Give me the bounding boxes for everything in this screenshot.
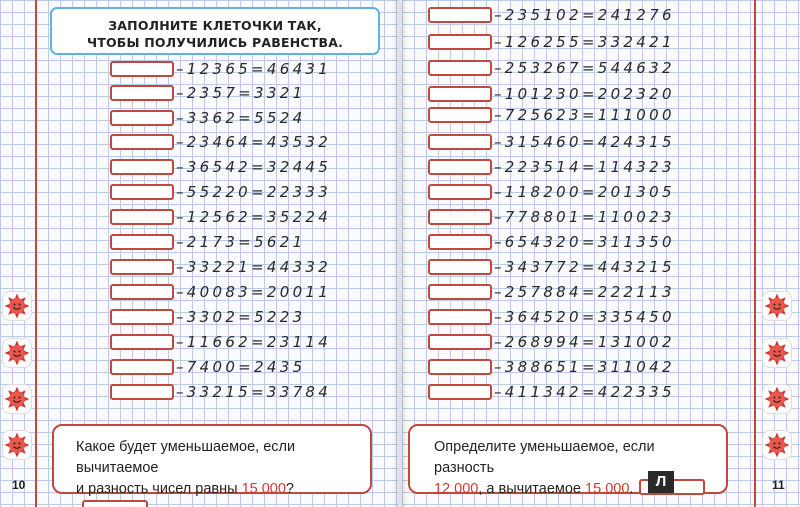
equation-row xyxy=(110,309,305,325)
equation-row xyxy=(428,209,675,225)
equation-row xyxy=(428,334,675,350)
answer-box[interactable] xyxy=(110,159,174,175)
equation-text: –12365=46431 xyxy=(176,60,332,78)
equation-text: –7400=2435 xyxy=(176,358,306,376)
answer-box[interactable] xyxy=(110,110,174,126)
answer-box[interactable] xyxy=(428,86,492,102)
answer-box[interactable] xyxy=(428,60,492,76)
equation-row xyxy=(110,209,331,225)
equation-row xyxy=(428,34,675,50)
task-text: . xyxy=(629,481,634,497)
equation-row xyxy=(428,234,675,250)
answer-box[interactable] xyxy=(110,359,174,375)
task-text: , а вычитаемое xyxy=(478,481,586,497)
answer-box[interactable] xyxy=(428,359,492,375)
equation-text: –118200=201305 xyxy=(494,183,675,201)
equation-text: –253267=544632 xyxy=(494,59,675,77)
title-line-2: ЧТОБЫ ПОЛУЧИЛИСЬ РАВЕНСТВА. xyxy=(86,35,344,50)
equation-text: –55220=22333 xyxy=(176,183,332,201)
equation-row xyxy=(110,159,331,175)
equation-text: –2173=5621 xyxy=(176,233,306,251)
sun-icon xyxy=(2,384,32,414)
task-number: 15 000 xyxy=(241,481,286,497)
equation-text: –36542=32445 xyxy=(176,158,332,176)
equation-text: –235102=241276 xyxy=(494,6,675,24)
answer-box[interactable] xyxy=(110,184,174,200)
equation-row xyxy=(428,309,675,325)
equation-text: –364520=335450 xyxy=(494,308,675,326)
publisher-logo: Л xyxy=(648,471,674,493)
equation-row xyxy=(428,259,675,275)
equation-text: –33221=44332 xyxy=(176,258,332,276)
equation-row xyxy=(428,359,675,375)
equation-text: –11662=23114 xyxy=(176,333,332,351)
equation-row xyxy=(110,284,331,300)
equation-text: –725623=111000 xyxy=(494,106,675,124)
answer-box[interactable] xyxy=(110,85,174,101)
task-number: 12 000 xyxy=(434,481,479,497)
sun-icon xyxy=(762,338,792,368)
task-number: 15 000 xyxy=(585,481,630,497)
equation-row xyxy=(110,334,331,350)
task-text: и разность чисел равны xyxy=(76,481,242,497)
equation-row xyxy=(428,60,675,76)
answer-box[interactable] xyxy=(428,34,492,50)
equation-row xyxy=(110,134,331,150)
equation-text: –23464=43532 xyxy=(176,133,332,151)
answer-box[interactable] xyxy=(428,334,492,350)
answer-box[interactable] xyxy=(428,284,492,300)
answer-box[interactable] xyxy=(110,61,174,77)
equation-row xyxy=(428,107,675,123)
right-margin-line xyxy=(754,0,756,507)
equation-text: –126255=332421 xyxy=(494,33,675,51)
equation-text: –654320=311350 xyxy=(494,233,675,251)
page-number: 10 xyxy=(12,478,26,492)
task-line-1: Определите уменьшаемое, если разность xyxy=(434,439,655,476)
sun-icon xyxy=(2,338,32,368)
sun-icon xyxy=(762,430,792,460)
equation-row xyxy=(428,159,675,175)
answer-box[interactable] xyxy=(82,500,148,507)
answer-box[interactable] xyxy=(110,384,174,400)
equation-text: –268994=131002 xyxy=(494,333,675,351)
title-line-1: ЗАПОЛНИТЕ КЛЕТОЧКИ ТАК, xyxy=(108,18,322,33)
task-line-1: Какое будет уменьшаемое, если вычитаемое xyxy=(76,439,296,476)
answer-box[interactable] xyxy=(110,334,174,350)
equation-text: –3302=5223 xyxy=(176,308,306,326)
answer-box[interactable] xyxy=(110,284,174,300)
page-number: 11 xyxy=(772,478,785,492)
equation-row xyxy=(428,384,675,400)
equation-text: –778801=110023 xyxy=(494,208,675,226)
equation-row xyxy=(428,86,675,102)
sun-icon xyxy=(762,291,792,321)
left-margin-line xyxy=(35,0,37,507)
equation-row xyxy=(110,259,331,275)
equation-text: –257884=222113 xyxy=(494,283,675,301)
answer-box[interactable] xyxy=(110,259,174,275)
answer-box[interactable] xyxy=(428,7,492,23)
equation-row xyxy=(110,85,305,101)
equation-row xyxy=(110,110,305,126)
answer-box[interactable] xyxy=(110,134,174,150)
sun-icon xyxy=(762,384,792,414)
word-problem-box xyxy=(408,424,728,497)
equation-text: –33215=33784 xyxy=(176,383,332,401)
equation-text: –101230=202320 xyxy=(494,85,675,103)
equation-text: –315460=424315 xyxy=(494,133,675,151)
equation-row xyxy=(428,134,675,150)
equation-text: –411342=422335 xyxy=(494,383,675,401)
left-page xyxy=(0,0,398,507)
sun-icon xyxy=(2,291,32,321)
equation-row xyxy=(110,384,331,400)
equation-row xyxy=(110,61,331,77)
instruction-title xyxy=(50,7,380,55)
equation-row xyxy=(428,184,675,200)
equation-text: –223514=114323 xyxy=(494,158,675,176)
answer-box[interactable] xyxy=(428,234,492,250)
answer-box[interactable] xyxy=(428,309,492,325)
equation-row xyxy=(428,7,675,23)
task-line-2 xyxy=(76,479,354,507)
equation-text: –2357=3321 xyxy=(176,84,306,102)
equation-text: –3362=5524 xyxy=(176,109,306,127)
answer-box[interactable] xyxy=(428,159,492,175)
answer-box[interactable] xyxy=(428,184,492,200)
equation-text: –343772=443215 xyxy=(494,258,675,276)
answer-box[interactable] xyxy=(428,134,492,150)
word-problem-box xyxy=(52,424,372,497)
task-text: ? xyxy=(285,481,294,497)
equation-row xyxy=(428,284,675,300)
answer-box[interactable] xyxy=(428,107,492,123)
answer-box[interactable] xyxy=(110,234,174,250)
answer-box[interactable] xyxy=(428,209,492,225)
answer-box[interactable] xyxy=(110,209,174,225)
sun-icon xyxy=(2,430,32,460)
equation-row xyxy=(110,184,331,200)
equation-text: –40083=20011 xyxy=(176,283,332,301)
equation-text: –388651=311042 xyxy=(494,358,675,376)
answer-box[interactable] xyxy=(110,309,174,325)
equation-row xyxy=(110,234,305,250)
equation-text: –12562=35224 xyxy=(176,208,332,226)
answer-box[interactable] xyxy=(428,384,492,400)
equation-row xyxy=(110,359,305,375)
answer-box[interactable] xyxy=(428,259,492,275)
